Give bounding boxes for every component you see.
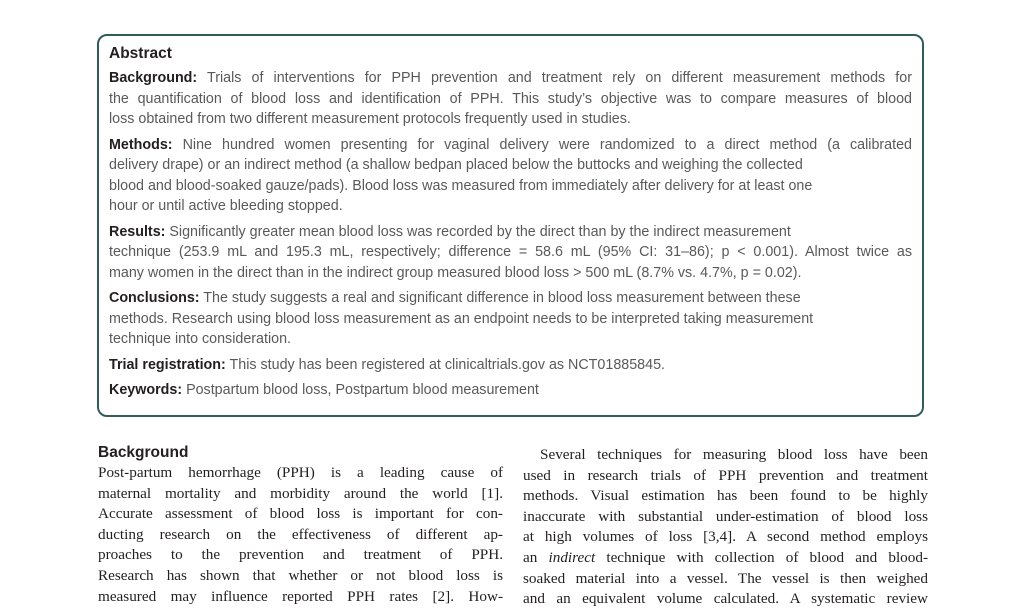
body-line: maternal mortality and morbidity around the world [1]. (98, 484, 503, 502)
methods-label: Methods: (109, 136, 173, 153)
body-left-column (98, 443, 503, 607)
trial-text: This study has been registered at clinicaltrials.gov as NCT01885845. (225, 356, 666, 373)
abstract-box (97, 34, 924, 417)
conclusions-label: Conclusions: (109, 290, 200, 306)
results-line: Significantly greater mean blood loss was recorded by the direct than by the indirect measurement (165, 223, 791, 240)
methods-line: delivery drape) or an indirect method (a shallow bedpan placed below the buttocks and weighing the collected (109, 157, 803, 173)
section-heading-background: Background (98, 444, 189, 461)
conclusions-line: The study suggests a real and significant difference in blood loss measurement between these (199, 290, 801, 306)
background-line: Trials of interventions for PPH prevention and treatment rely on different measurement methods for (197, 70, 912, 86)
methods-line: Nine hundred women presenting for vaginal delivery were randomized to a direct method (a calibrated (172, 136, 912, 153)
body-word: an (523, 548, 538, 566)
methods-line: blood and blood-soaked gauze/pads). Blood loss was measured from immediately after delivery for at least one (109, 177, 813, 194)
body-line: used in research trials of PPH prevention and treatment (523, 466, 928, 484)
results-line: many women in the direct than in the indirect group measured blood loss > 500 mL (8.7% vs. 4.7%, p = 0.02). (109, 264, 802, 281)
body-line (523, 548, 928, 569)
abstract-methods (109, 135, 912, 217)
results-line: technique (253.9 mL and 195.3 mL, respectively; difference = 58.6 mL (95% CI: 31–86); p < 0.001). Almost twice as (109, 244, 912, 260)
body-line: methods. Visual estimation has been found to be highly (523, 487, 928, 505)
body-line: Research has shown that whether or not blood loss is (98, 566, 503, 584)
abstract-trial-registration (109, 355, 912, 376)
body-line: measured may influence reported PPH rates [2]. How- (98, 587, 503, 605)
body-line: Several techniques for measuring blood loss have been (540, 446, 928, 463)
abstract-keywords (109, 380, 912, 401)
body-line: ducting research on the effectiveness of different ap- (98, 525, 503, 543)
body-line: proaches to the prevention and treatment of PPH. (98, 546, 503, 564)
conclusions-line: technique into consideration. (109, 331, 292, 347)
body-line: at high volumes of loss [3,4]. A second method employs (523, 528, 928, 546)
abstract-conclusions (109, 288, 912, 350)
keywords-label: Keywords: (109, 382, 183, 398)
background-label: Background: (109, 70, 198, 86)
body-right-column (523, 445, 928, 610)
body-line: and an equivalent volume calculated. A systematic review (523, 590, 928, 608)
body-word: technique with collection of blood and blood- (606, 548, 929, 566)
background-line: loss obtained from two different measurement protocols frequently used in studies. (109, 111, 631, 127)
trial-label: Trial registration: (109, 356, 226, 373)
body-line: Post-partum hemorrhage (PPH) is a leading cause of (98, 464, 503, 481)
background-line: the quantification of blood loss and identification of PPH. This study’s objective was to compare measures of blood (109, 90, 912, 107)
abstract-background (109, 68, 912, 130)
body-italic: indirect (548, 548, 596, 566)
body-line: soaked material into a vessel. The vessel is then weighed (523, 569, 928, 587)
results-label: Results: (109, 223, 166, 240)
methods-line: hour or until active bleeding stopped. (109, 198, 343, 214)
body-line: Accurate assessment of blood loss is important for con- (98, 505, 503, 523)
abstract-results (109, 222, 912, 284)
keywords-text: Postpartum blood loss, Postpartum blood measurement (182, 382, 539, 398)
body-line: inaccurate with substantial under-estimation of blood loss (523, 507, 928, 525)
abstract-title: Abstract (109, 45, 172, 62)
conclusions-line: methods. Research using blood loss measurement as an endpoint needs to be interpreted taking measurement (109, 310, 814, 327)
